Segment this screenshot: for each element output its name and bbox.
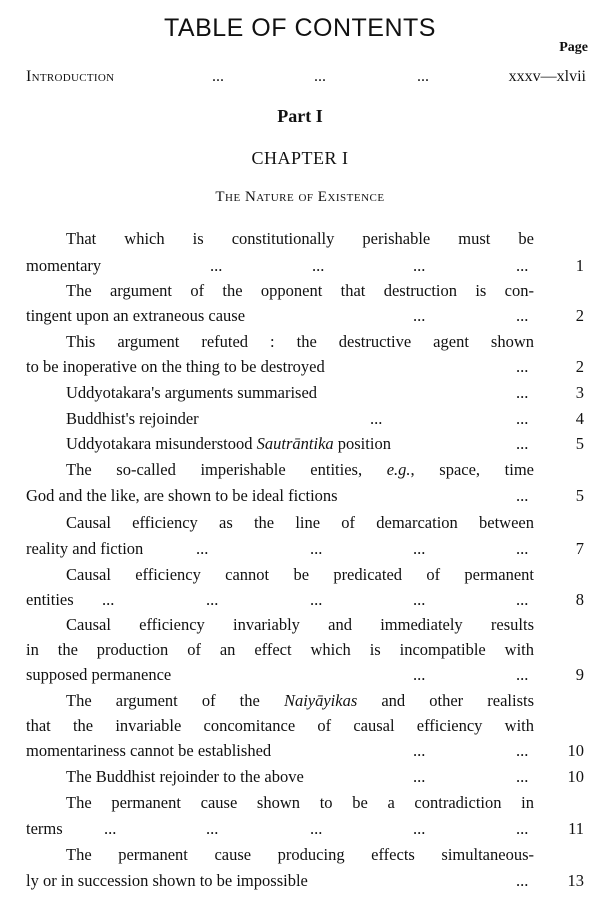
toc-entry-text: momentary — [26, 256, 102, 275]
page-title: TABLE OF CONTENTS — [164, 14, 436, 42]
toc-entry-line[interactable] — [0, 229, 600, 253]
toc-entry-line[interactable] — [0, 513, 600, 537]
toc-entry-text: That which is constitutionally perishable must be — [66, 229, 534, 248]
toc-entry-line[interactable] — [0, 486, 600, 510]
toc-page-number: 9 — [575, 665, 584, 684]
toc-entry-text: The permanent cause producing effects simultaneous- — [66, 845, 534, 864]
toc-entry-text: Causal efficiency as the line of demarcation between — [66, 513, 534, 532]
chapter-title: The Nature of Existence — [215, 189, 385, 205]
toc-entry-line[interactable] — [0, 539, 600, 563]
toc-entry-line[interactable] — [0, 383, 600, 407]
part-heading: Part I — [277, 106, 323, 126]
toc-page-number: 2 — [575, 306, 584, 325]
leader-dots: ... — [516, 767, 529, 786]
toc-entry-line[interactable] — [0, 615, 600, 639]
leader-dots: ... — [516, 409, 529, 428]
leader-dots: ... — [196, 539, 209, 558]
leader-dots: ... — [314, 68, 326, 85]
toc-entry-text: This argument refuted : the destructive agent shown — [66, 332, 534, 351]
toc-entry-text: terms — [26, 819, 63, 838]
toc-entry-line[interactable] — [0, 845, 600, 869]
toc-entry-line[interactable] — [0, 819, 600, 843]
toc-entry-line[interactable] — [0, 434, 600, 458]
toc-page-number: xxxv—xlvii — [508, 68, 586, 85]
leader-dots: ... — [212, 68, 224, 85]
toc-page-number: 3 — [575, 383, 584, 402]
toc-entry-line[interactable] — [0, 640, 600, 664]
toc-entry-text: reality and fiction — [26, 539, 144, 558]
emphasis-text: e.g. — [386, 460, 411, 479]
toc-entry-text: that the invariable concomitance of causal efficiency with — [26, 716, 534, 735]
leader-dots: ... — [516, 486, 529, 505]
toc-entry-line[interactable] — [0, 793, 600, 817]
toc-entry-line[interactable] — [0, 741, 600, 765]
toc-entry-text: to be inoperative on the thing to be destroyed — [26, 357, 325, 376]
toc-entry-text: in the production of an effect which is incompatible with — [26, 640, 534, 659]
leader-dots: ... — [516, 256, 529, 275]
leader-dots: ... — [413, 665, 426, 684]
leader-dots: ... — [516, 383, 529, 402]
toc-entry-line[interactable] — [0, 332, 600, 356]
leader-dots: ... — [206, 590, 219, 609]
toc-entry-text: The argument of the opponent that destruction is con- — [66, 281, 534, 300]
toc-entry-line[interactable] — [0, 590, 600, 614]
leader-dots: ... — [206, 819, 219, 838]
leader-dots: ... — [516, 871, 529, 890]
toc-page-number: 4 — [575, 409, 584, 428]
toc-entry-text: The permanent cause shown to be a contradiction in — [66, 793, 534, 812]
toc-page-number: 8 — [575, 590, 584, 609]
leader-dots: ... — [413, 590, 426, 609]
toc-entry-line[interactable] — [0, 460, 600, 484]
leader-dots: ... — [417, 68, 429, 85]
page-column-header: Page — [559, 40, 588, 55]
toc-entry-text: God and the like, are shown to be ideal fictions — [26, 486, 338, 505]
leader-dots: ... — [210, 256, 223, 275]
leader-dots: ... — [516, 357, 529, 376]
leader-dots: ... — [413, 539, 426, 558]
toc-page-number: 5 — [575, 434, 584, 453]
toc-entry-text: Causal efficiency invariably and immediately results — [66, 615, 534, 634]
toc-entry-text: Buddhist's rejoinder — [66, 409, 199, 428]
toc-entry-line[interactable] — [0, 306, 600, 330]
toc-entry-text: tingent upon an extraneous cause — [26, 306, 246, 325]
leader-dots: ... — [516, 539, 529, 558]
toc-entry-line[interactable] — [0, 691, 600, 715]
toc-entry-text: Uddyotakara's arguments summarised — [66, 383, 318, 402]
toc-entry-line[interactable] — [0, 409, 600, 433]
toc-page-number: 11 — [568, 819, 584, 838]
toc-page-number: 7 — [575, 539, 584, 558]
leader-dots: ... — [413, 819, 426, 838]
toc-entry-line[interactable] — [0, 871, 600, 895]
leader-dots: ... — [370, 409, 383, 428]
leader-dots: ... — [516, 306, 529, 325]
toc-page-number: 5 — [575, 486, 584, 505]
emphasis-text: Sautrāntika — [256, 434, 334, 453]
leader-dots: ... — [312, 256, 325, 275]
toc-entry-text: The argument of the Naiyāyikas and other realists — [66, 691, 534, 710]
toc-entry-text: entities — [26, 590, 74, 609]
toc-page-number: 10 — [567, 767, 584, 786]
leader-dots: ... — [516, 819, 529, 838]
leader-dots: ... — [310, 819, 323, 838]
toc-entry-text: ly or in succession shown to be impossible — [26, 871, 308, 890]
leader-dots: ... — [104, 819, 117, 838]
leader-dots: ... — [413, 256, 426, 275]
toc-entry-text: Causal efficiency cannot be predicated of permanent — [66, 565, 534, 584]
toc-entry-line[interactable] — [0, 767, 600, 791]
toc-entry-text: supposed permanence — [26, 665, 172, 684]
toc-page-number: 2 — [575, 357, 584, 376]
leader-dots: ... — [413, 741, 426, 760]
toc-entry-text: The Buddhist rejoinder to the above — [66, 767, 304, 786]
emphasis-text: Naiyāyikas — [283, 691, 358, 710]
toc-entry-line[interactable] — [0, 357, 600, 381]
toc-entry-text: Uddyotakara misunderstood Sautrāntika position — [66, 434, 391, 453]
toc-entry-line[interactable] — [0, 256, 600, 280]
leader-dots: ... — [310, 539, 323, 558]
toc-entry-text: momentariness cannot be established — [26, 741, 272, 760]
toc-page-number: 13 — [567, 871, 584, 890]
toc-entry-line[interactable] — [0, 716, 600, 740]
toc-entry-text: The so-called imperishable entities, e.g., space, time — [66, 460, 534, 479]
leader-dots: ... — [516, 741, 529, 760]
leader-dots: ... — [102, 590, 115, 609]
toc-page-number: 10 — [567, 741, 584, 760]
leader-dots: ... — [516, 434, 529, 453]
toc-page-number: 1 — [575, 256, 584, 275]
toc-entry-line[interactable] — [0, 281, 600, 305]
leader-dots: ... — [516, 665, 529, 684]
toc-entry-line[interactable] — [0, 665, 600, 689]
toc-entry-label: Introduction — [26, 68, 115, 85]
leader-dots: ... — [516, 590, 529, 609]
chapter-heading: CHAPTER I — [251, 148, 349, 168]
leader-dots: ... — [413, 306, 426, 325]
toc-entry-introduction[interactable] — [26, 68, 586, 90]
leader-dots: ... — [310, 590, 323, 609]
toc-entry-line[interactable] — [0, 565, 600, 589]
leader-dots: ... — [413, 767, 426, 786]
